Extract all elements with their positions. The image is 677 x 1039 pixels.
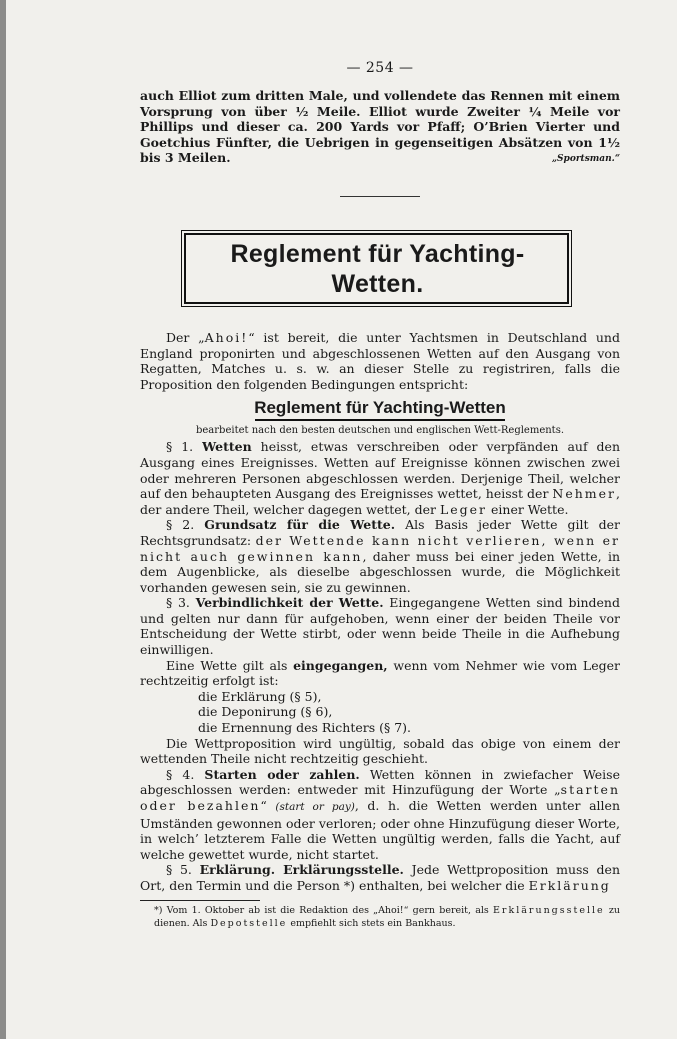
footnote-text-b: zu dienen. Als — [154, 904, 620, 929]
footnote-text-c: empfiehlt sich stets ein Bankhaus. — [287, 917, 456, 929]
separator-rule — [340, 196, 420, 197]
section-1-text-b: , der andere Theil, welcher dagegen wettet, der — [140, 486, 621, 517]
page-number: — 254 — — [346, 60, 414, 76]
section-1 — [140, 439, 620, 517]
section-3b-bold: eingegangen, — [293, 657, 388, 673]
section-2-number: § 2. — [166, 517, 195, 533]
section-5-heading: Erklärung. Erklärungsstelle. — [199, 862, 404, 878]
edited-note: bearbeitet nach den besten deutschen und englischen Wett-Reglements. — [195, 425, 565, 437]
section-1-text-a: heisst, etwas verschreiben oder verpfänden auf den Ausgang eines Ereignisses. Wetten auf Ereignisse können zwischen zwei oder mehreren Personen abgeschlossen werden. Derjenige Theil, welcher auf den behaupteten Ausgang des Ereignisses wettet, heisst der — [140, 439, 620, 502]
list-item: die Erklärung (§ 5), — [198, 688, 322, 704]
section-5-text-a: Jede Wettproposition muss den Ort, den Termin und die Person *) enthalten, bei welcher die — [140, 862, 620, 893]
section-2-spaced: der Wettende kann nicht verlieren, wenn er nicht auch gewinnen kann — [140, 532, 620, 564]
intro-paragraph — [140, 88, 620, 166]
section-3-heading: Verbindlichkeit der Wette. — [195, 595, 384, 611]
section-4-spaced: starten oder bezahlen — [140, 782, 620, 813]
announcement-paragraph — [140, 330, 620, 392]
section-2-text-b: , daher muss bei einer jeden Wette, in dem Augenblicke, als dieselbe abgeschlossen wurde, die Möglichkeit vorhanden gewesen sein, sie zu gewinnen. — [140, 548, 620, 595]
section-4-heading: Starten oder zahlen. — [204, 766, 360, 782]
section-2-text-a: Als Basis jeder Wette gilt der Rechtsgrundsatz: — [140, 517, 621, 548]
section-4 — [140, 767, 620, 863]
section-5 — [140, 862, 620, 893]
list-item: die Ernennung des Richters (§ 7). — [198, 720, 412, 736]
section-4-number: § 4. — [166, 766, 195, 782]
subtitle-underline — [255, 419, 505, 421]
section-1-heading: Wetten — [202, 439, 252, 455]
announcement-text-1: Der „ — [166, 329, 205, 345]
main-title: Reglement für Yachting-Wetten. — [184, 233, 569, 304]
footnote-spaced-a: Erklärungsstelle — [492, 904, 605, 916]
section-4-text-c: , d. h. die Wetten werden unter allen Umständen gewonnen oder verloren; oder ohne Hinzufügung dieser Worte, in welch’ letzterem Falle die Wetten ungültig werden, falls die Yacht, auf welche gewettet wurde, nicht startet. — [140, 798, 620, 862]
footnote-text-a: *) Vom 1. Oktober ab ist die Redaktion des „Ahoi!“ gern bereit, als — [154, 904, 493, 916]
footnote — [154, 904, 620, 930]
section-4-text-b: “ — [260, 798, 276, 813]
section-4-text-a: Wetten können in zwiefacher Weise abgeschlossen werden: entweder mit Hinzufügung der Worte „ — [140, 766, 620, 798]
footnote-spaced-b: Depotstelle — [210, 917, 288, 929]
announcement-ahoi: Ahoi! — [204, 329, 249, 345]
section-3-invalid: Die Wettproposition wird ungültig, sobald das obige von einem der wettenden Theile nicht rechtzeitig geschieht. — [140, 735, 620, 767]
section-3-number: § 3. — [166, 595, 190, 611]
section-3-text: Eingegangene Wetten sind bindend und gelten nur dann für aufgehoben, wenn einer der beiden Theile vor Entscheidung der Wette stirbt, oder wenn beide Theile in die Aufhebung einwilligen. — [140, 595, 620, 658]
intro-text: auch Elliot zum dritten Male, und vollendete das Rennen mit einem Vorsprung von über ½ Meile. Elliot wurde Zweiter ¼ Meile vor Phillips und dieser ca. 200 Yards vor Pfaff; O’Brien Vierter und Goetchius Fünfter, die Uebrigen in gegenseitigen Absätzen von 1½ bis 3 Meilen. — [140, 88, 620, 166]
list-item: die Deponirung (§ 6), — [198, 704, 333, 720]
subtitle: Reglement für Yachting-Wetten — [254, 398, 506, 418]
section-5-number: § 5. — [166, 862, 192, 878]
page-content — [140, 60, 620, 930]
section-3b-text-a: Eine Wette gilt als — [166, 657, 294, 673]
section-1-leger: Leger — [439, 501, 488, 517]
section-3 — [140, 595, 620, 657]
section-1-text-c: einer Wette. — [487, 501, 569, 517]
section-4-italic: (start or pay) — [275, 801, 355, 813]
section-1-number: § 1. — [166, 439, 194, 455]
section-2-heading: Grundsatz für die Wette. — [204, 517, 396, 533]
footnote-rule — [140, 900, 260, 901]
section-2 — [140, 517, 620, 595]
announcement-text-2: “ ist bereit, die unter Yachtsmen in Deutschland und England proponirten und abgeschlossenen Wetten auf den Ausgang von Regatten, Matches u. s. w. an dieser Stelle zu registriren, falls die Proposition den folgenden Bedingungen entspricht: — [140, 329, 620, 392]
section-1-nehmer: Nehmer — [552, 486, 617, 502]
section-5-spaced: Erklärung — [528, 877, 611, 893]
section-3b-text-b: wenn vom Nehmer wie vom Leger rechtzeitig erfolgt ist: — [140, 657, 620, 689]
section-3-followup — [140, 658, 620, 689]
intro-signature: „Sportsman.“ — [551, 154, 620, 165]
